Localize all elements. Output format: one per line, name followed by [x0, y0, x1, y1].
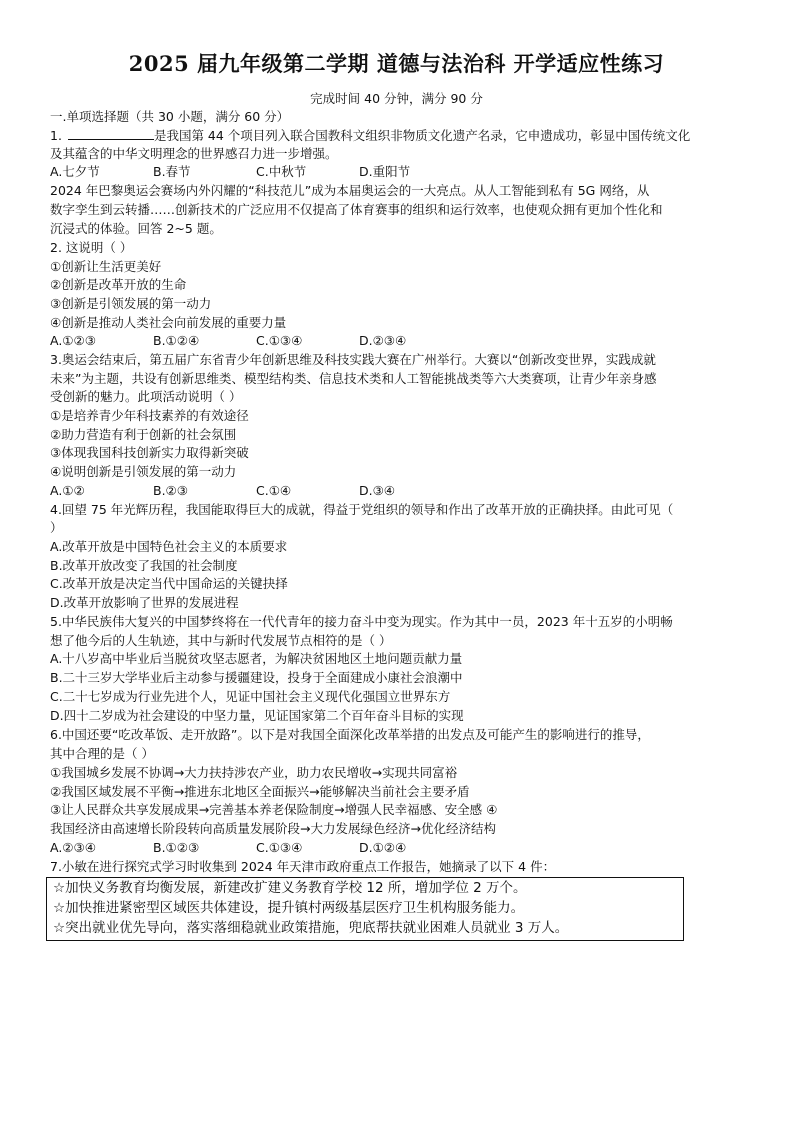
q3-stem-line: 受创新的魅力。此项活动说明（ ）: [50, 389, 242, 404]
q5-option-c: C.二十七岁成为行业先进个人，见证中国社会主义现代化强国立世界东方: [50, 689, 451, 704]
section-heading: 一.单项选择题（共 30 小题，满分 60 分）: [50, 109, 290, 124]
q4-stem-line: 4.回望 75 年光辉历程，我国能取得巨大的成就，得益于党组织的领导和作出了改革开放的正确抉择。由此可见（: [50, 502, 674, 517]
q1-text-1: 是我国第 44 个项目列入联合国教科文组织非物质文化遗产名录，它申遗成功，彰显中国传统文化: [153, 128, 691, 143]
material-line: 2024 年巴黎奥运会赛场内外闪耀的“科技范儿”成为本届奥运会的一大亮点。从人工智能到私有 5G 网络，从: [50, 183, 650, 198]
q7-excerpt-item: ☆加快推进紧密型区域医共体建设，提升镇村两级基层医疗卫生机构服务能力。: [53, 900, 525, 916]
q3-item: ④说明创新是引领发展的第一动力: [50, 464, 237, 479]
q6-item: ①我国城乡发展不协调→大力扶持涉农产业，助力农民增收→实现共同富裕: [50, 765, 458, 780]
q3-item: ③体现我国科技创新实力取得新突破: [50, 445, 249, 460]
q4-option-d: D.改革开放影响了世界的发展进程: [50, 595, 239, 610]
page-title: 2025 届九年级第二学期 道德与法治科 开学适应性练习: [128, 51, 665, 76]
q3-item: ②助力营造有利于创新的社会氛围: [50, 427, 237, 442]
q2-item: ②创新是改革开放的生命: [50, 277, 187, 292]
q7-excerpt-item: ☆突出就业优先导向，落实落细稳就业政策措施，兜底帮扶就业困难人员就业 3 万人。: [53, 920, 569, 936]
q6-options: [50, 839, 462, 857]
q5-option-a: A.十八岁高中毕业后当脱贫攻坚志愿者，为解决贫困地区土地问题贡献力量: [50, 651, 463, 666]
q3-options: [50, 482, 462, 500]
material-line: 沉浸式的体验。回答 2~5 题。: [50, 221, 222, 236]
q6-item: ②我国区域发展不平衡→推进东北地区全面振兴→能够解决当前社会主要矛盾: [50, 784, 470, 799]
q3-item: ①是培养青少年科技素养的有效途径: [50, 408, 249, 423]
exam-time-score: 完成时间 40 分钟，满分 90 分: [310, 91, 483, 106]
q1-option-b: B.春节: [153, 164, 191, 179]
q1-option-d: D.重阳节: [359, 164, 411, 179]
q2-item: ④创新是推动人类社会向前发展的重要力量: [50, 315, 287, 330]
q2-options: [50, 332, 462, 350]
q6-option-b: B.①②③: [153, 840, 200, 855]
q1-line-2: 及其蕴含的中华文明理念的世界感召力进一步增强。: [50, 146, 338, 161]
q2-option-a: A.①②③: [50, 333, 96, 348]
material-line: 数字孪生到云转播……创新技术的广泛应用不仅提高了体育赛事的组织和运行效率，也使观众拥有更加个性化和: [50, 202, 663, 217]
q1-blank: [68, 127, 154, 140]
q5-stem-line: 5.中华民族伟大复兴的中国梦终将在一代代青年的接力奋斗中变为现实。作为其中一员，2023 年十五岁的小明畅: [50, 614, 673, 629]
q6-stem-line: 其中合理的是（ ）: [50, 746, 154, 761]
q5-stem-line: 想了他今后的人生轨迹，其中与新时代发展节点相符的是（ ）: [50, 633, 392, 648]
q3-option-d: D.③④: [359, 483, 396, 498]
q7-excerpt-box: [46, 877, 684, 941]
q3-stem-line: 3.奥运会结束后，第五届广东省青少年创新思维及科技实践大赛在广州举行。大赛以“创新改变世界，实践成就: [50, 352, 656, 367]
q4-option-a: A.改革开放是中国特色社会主义的本质要求: [50, 539, 288, 554]
q6-item: 我国经济由高速增长阶段转向高质量发展阶段→大力发展绿色经济→优化经济结构: [50, 821, 496, 836]
q6-option-c: C.①③④: [256, 840, 303, 855]
q5-option-b: B.二十三岁大学毕业后主动参与援疆建设，投身于全面建成小康社会浪潮中: [50, 670, 463, 685]
q1-option-c: C.中秋节: [256, 164, 307, 179]
q7-excerpt-item: ☆加快义务教育均衡发展，新建改扩建义务教育学校 12 所，增加学位 2 万个。: [53, 880, 527, 896]
q3-option-c: C.①④: [256, 483, 292, 498]
q2-stem: 2. 这说明（ ）: [50, 240, 133, 255]
q4-option-b: B.改革开放改变了我国的社会制度: [50, 558, 238, 573]
q3-stem-line: 未来”为主题，共设有创新思维类、模型结构类、信息技术类和人工智能挑战类等六大类赛项，让青少年亲身感: [50, 371, 657, 386]
q6-option-d: D.①②④: [359, 840, 407, 855]
q2-option-c: C.①③④: [256, 333, 303, 348]
q6-item: ③让人民群众共享发展成果→完善基本养老保险制度→增强人民幸福感、安全感 ④: [50, 802, 498, 817]
q3-option-b: B.②③: [153, 483, 188, 498]
q1-number: 1.: [50, 128, 62, 143]
q1-line-1: [50, 127, 690, 145]
q1-options: [50, 163, 462, 181]
q3-option-a: A.①②: [50, 483, 85, 498]
q7-stem: 7.小敏在进行探究式学习时收集到 2024 年天津市政府重点工作报告，她摘录了以下 4 件：: [50, 859, 556, 874]
q5-option-d: D.四十二岁成为社会建设的中坚力量，见证国家第二个百年奋斗目标的实现: [50, 708, 464, 723]
q6-stem-line: 6.中国还要“吃改革饭、走开放路”。以下是对我国全面深化改革举措的出发点及可能产生的影响进行的推导，: [50, 727, 650, 742]
q2-option-d: D.②③④: [359, 333, 407, 348]
q4-stem-line: ）: [50, 520, 63, 535]
q4-option-c: C.改革开放是决定当代中国命运的关键抉择: [50, 576, 288, 591]
q2-item: ③创新是引领发展的第一动力: [50, 296, 212, 311]
q2-option-b: B.①②④: [153, 333, 200, 348]
q6-option-a: A.②③④: [50, 840, 96, 855]
q1-option-a: A.七夕节: [50, 164, 100, 179]
q2-item: ①创新让生活更美好: [50, 259, 162, 274]
